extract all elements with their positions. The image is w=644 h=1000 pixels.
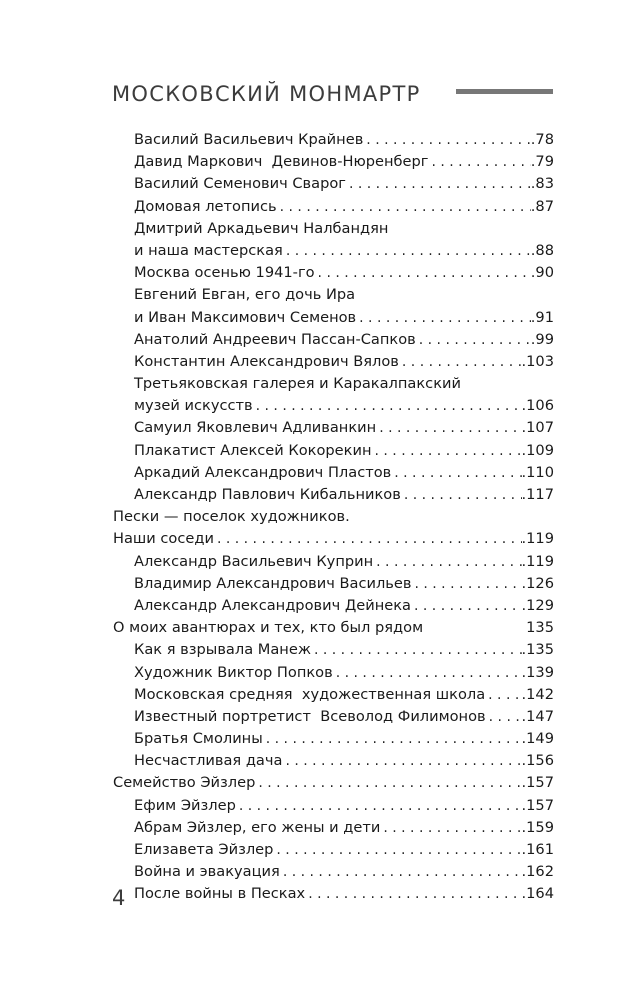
toc-entry [113, 373, 554, 395]
toc-entry-title: Наши соседи [113, 530, 214, 548]
toc-entry-page: .91 [530, 308, 554, 326]
toc-entry-title: Плакатист Алексей Кокорекин [134, 441, 372, 459]
toc-dot-leader [311, 639, 522, 661]
toc-entry [113, 595, 554, 617]
toc-entry-page: .147 [521, 707, 554, 725]
toc-entry-title: Братья Смолины [134, 730, 263, 748]
toc-entry [113, 462, 554, 484]
toc-entry-title: Аркадий Александрович Пластов [134, 463, 392, 481]
toc-entry [113, 750, 554, 772]
running-head-title: МОСКОВСКИЙ МОНМАРТР [112, 82, 421, 106]
toc-entry-title: Василий Семенович Сварог [134, 175, 346, 193]
toc-entry [113, 573, 554, 595]
toc-dot-leader [315, 262, 531, 284]
toc-entry-page: .119 [521, 552, 554, 570]
toc-entry-page: .139 [521, 663, 554, 681]
toc-entry-page: .79 [530, 153, 554, 171]
page-number: 4 [112, 886, 126, 910]
toc-dot-leader [486, 706, 522, 728]
toc-dot-leader [363, 129, 530, 151]
toc-entry [113, 617, 554, 639]
toc-entry [113, 728, 554, 750]
toc-entry-title: Московская средняя художественная школа [134, 685, 486, 703]
toc-dot-leader [411, 573, 521, 595]
toc-entry-page: .119 [521, 530, 554, 548]
toc-dot-leader [333, 662, 522, 684]
toc-entry-title: Василий Васильевич Крайнев [134, 131, 364, 148]
toc-entry-page: .162 [521, 863, 554, 881]
toc-entry-page: .157 [521, 796, 554, 814]
toc-entry [113, 639, 554, 661]
toc-entry [113, 151, 554, 173]
toc-entry-page: .126 [521, 574, 554, 592]
toc-entry-title: Художник Виктор Попков [134, 663, 333, 681]
toc-entry-page: .135 [521, 641, 554, 659]
toc-entry-page: .164 [521, 885, 554, 903]
toc-entry-title: Давид Маркович Девинов-Нюренберг [134, 153, 429, 171]
toc-entry-title: Домовая летопись [134, 197, 277, 215]
toc-entry [113, 817, 554, 839]
toc-dot-leader [411, 595, 522, 617]
toc-entry-page: .106 [521, 397, 554, 415]
toc-entry-title: Елизавета Эйзлер [134, 841, 274, 858]
toc-entry [113, 262, 554, 284]
toc-entry [113, 440, 554, 462]
toc-entry-page: .87 [530, 197, 554, 215]
toc-entry-page: .117 [521, 486, 554, 503]
toc-entry-title: Анатолий Андреевич Пассан-Сапков [134, 330, 416, 348]
toc-entry-page: .156 [521, 752, 554, 770]
toc-entry-title: Война и эвакуация [134, 863, 280, 881]
toc-entry [113, 772, 554, 794]
toc-entry [113, 861, 554, 883]
toc-dot-leader [273, 839, 521, 861]
toc-dot-leader [236, 795, 522, 817]
toc-dot-leader [282, 750, 521, 772]
toc-entry-title: и Иван Максимович Семенов [134, 308, 357, 326]
toc-entry-page: 135 [526, 619, 554, 637]
toc-entry [113, 417, 554, 439]
toc-dot-leader [253, 395, 522, 417]
toc-entry-title: Москва осенью 1941-го [134, 264, 315, 282]
toc-entry-page: .129 [521, 596, 554, 614]
toc-dot-leader [399, 351, 522, 373]
toc-dot-leader [305, 883, 521, 905]
toc-entry [113, 684, 554, 706]
toc-entry [113, 795, 554, 817]
toc-entry-title: Александр Павлович Кибальников [134, 486, 401, 503]
toc-dot-leader [372, 440, 522, 462]
toc-entry-title: Третьяковская галерея и Каракалпакский [134, 375, 461, 393]
toc-entry-title: Дмитрий Аркадьевич Налбандян [134, 219, 389, 237]
toc-dot-leader [283, 240, 531, 262]
toc-dot-leader [428, 151, 530, 173]
toc-entry-page: .157 [521, 774, 554, 792]
toc-entry [113, 839, 554, 861]
toc-entry-page: .78 [530, 131, 554, 148]
toc-dot-leader [214, 528, 522, 550]
toc-dot-leader [255, 772, 521, 794]
toc-entry-page: .107 [521, 419, 554, 437]
toc-dot-leader [380, 817, 521, 839]
toc-entry-page: .159 [521, 818, 554, 836]
toc-entry [113, 284, 554, 306]
toc-entry [113, 129, 554, 151]
toc-entry-title: Несчастливая дача [134, 752, 283, 770]
toc-entry-page: .88 [530, 241, 554, 259]
toc-entry [113, 351, 554, 373]
toc-entry [113, 706, 554, 728]
toc-dot-leader [346, 173, 531, 195]
toc-dot-leader [391, 462, 521, 484]
toc-entry [113, 196, 554, 218]
toc-dot-leader [356, 307, 531, 329]
toc-entry-title: Как я взрывала Манеж [134, 641, 311, 659]
toc-entry-title: Евгений Евган, его дочь Ира [134, 286, 356, 304]
toc-entry-title: Пески — поселок художников. [113, 508, 350, 526]
toc-dot-leader [376, 417, 521, 439]
toc-entry-title: О моих авантюрах и тех, кто был рядом [113, 619, 424, 637]
toc-dot-leader [485, 684, 521, 706]
toc-entry [113, 506, 554, 528]
toc-entry-page: .110 [521, 463, 554, 481]
toc-entry-title: и наша мастерская [134, 241, 283, 259]
toc-dot-leader [401, 484, 522, 506]
toc-entry-page: .99 [530, 330, 554, 348]
toc-dot-leader [280, 861, 522, 883]
toc-entry-title: Семейство Эйзлер [113, 774, 256, 792]
toc-entry-page: .109 [521, 441, 554, 459]
toc-entry-title: Константин Александрович Вялов [134, 352, 399, 370]
toc-entry-title: Владимир Александрович Васильев [134, 574, 412, 592]
toc-entry-page: .161 [521, 841, 554, 858]
toc-entry-page: .142 [521, 685, 554, 703]
toc-entry-page: .83 [530, 175, 554, 193]
toc-entry-page: .149 [521, 730, 554, 748]
toc-entry [113, 240, 554, 262]
toc-entry [113, 307, 554, 329]
toc-entry-title: Самуил Яковлевич Адливанкин [134, 419, 377, 437]
toc-entry-title: Абрам Эйзлер, его жены и дети [134, 818, 381, 836]
toc-entry-title: Александр Васильевич Куприн [134, 552, 374, 570]
toc-entry [113, 395, 554, 417]
toc-entry [113, 218, 554, 240]
toc-entry [113, 662, 554, 684]
toc-entry [113, 551, 554, 573]
toc-entry [113, 883, 554, 905]
toc-entry-page: .90 [530, 264, 554, 282]
toc-dot-leader [416, 329, 531, 351]
toc-entry-title: Ефим Эйзлер [134, 796, 236, 814]
toc-entry-title: Александр Александрович Дейнека [134, 596, 411, 614]
toc-entry [113, 329, 554, 351]
toc-entry-title: Известный портретист Всеволод Филимонов [134, 707, 486, 725]
toc-dot-leader [373, 551, 521, 573]
toc-entry [113, 528, 554, 550]
toc-entry [113, 484, 554, 506]
toc-entry-page: .103 [521, 352, 554, 370]
running-head-rule [456, 89, 553, 94]
table-of-contents [113, 129, 554, 906]
toc-dot-leader [263, 728, 522, 750]
toc-entry [113, 173, 554, 195]
toc-entry-title: После войны в Песках [134, 885, 306, 903]
toc-dot-leader [277, 196, 531, 218]
toc-entry-title: музей искусств [134, 397, 253, 415]
